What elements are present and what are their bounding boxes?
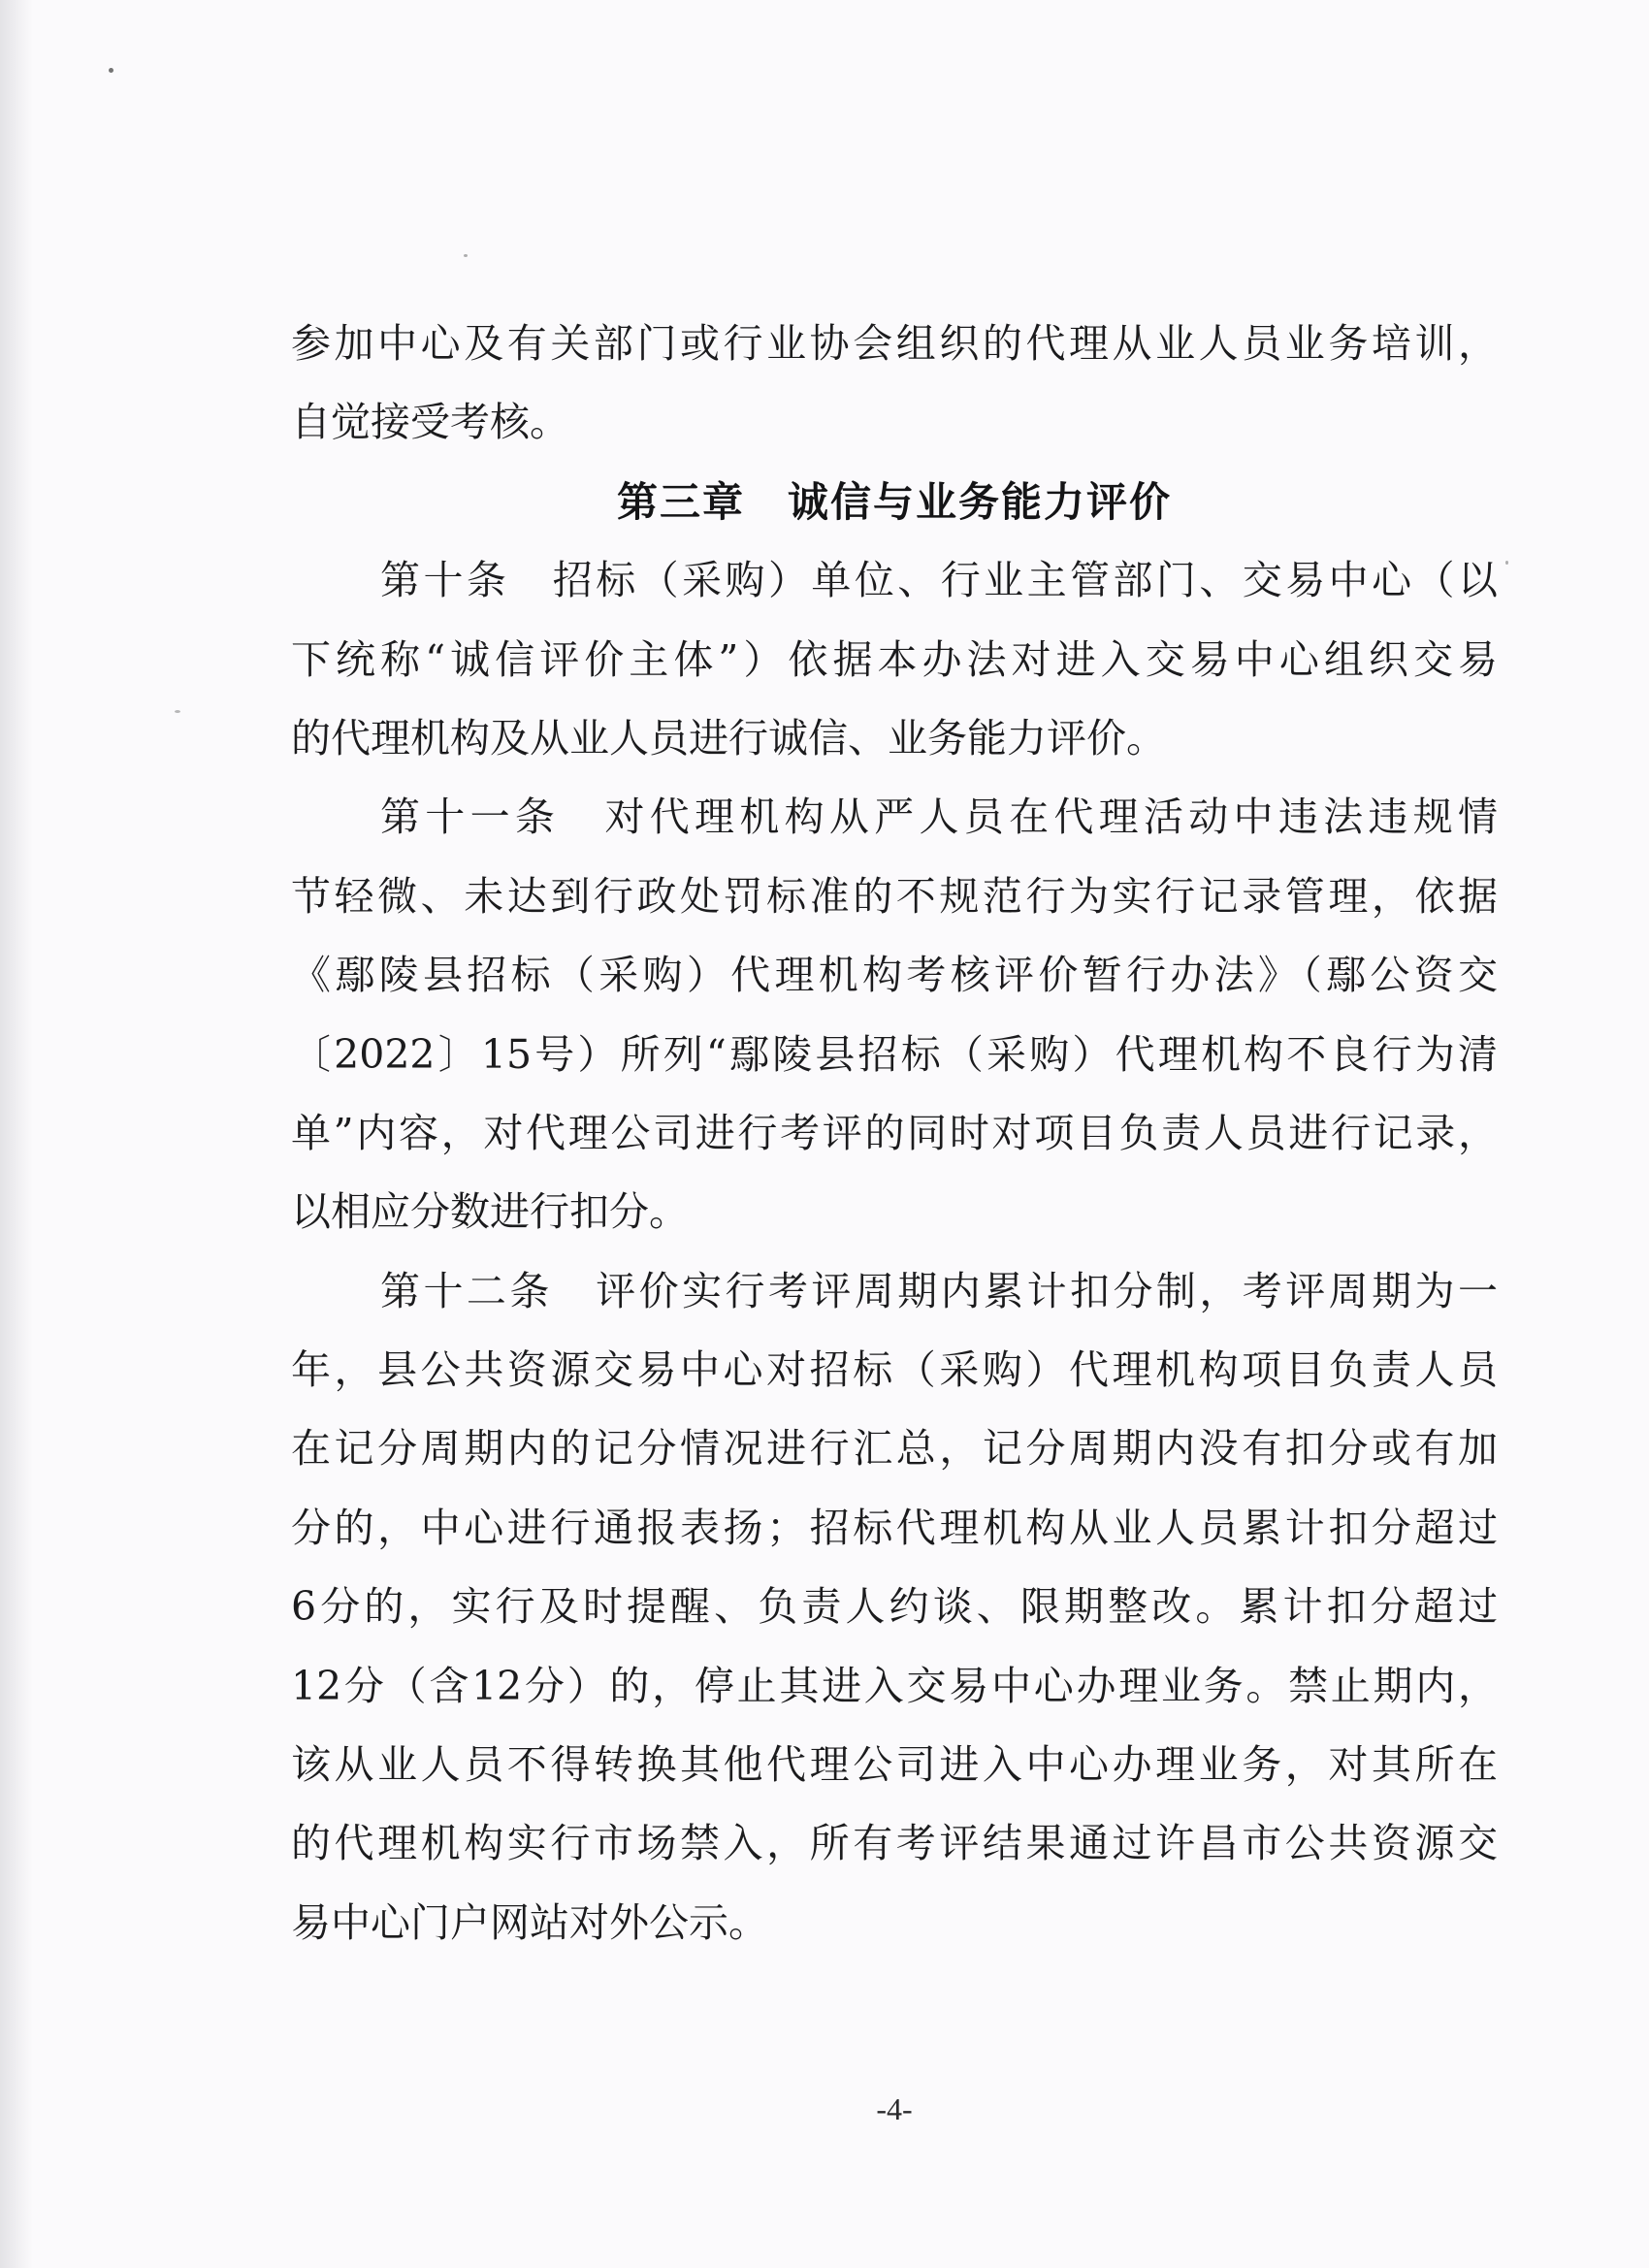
scan-speck: [464, 254, 468, 257]
article-12-line: 第十二条 评价实行考评周期内累计扣分制，考评周期为一: [380, 1267, 1498, 1314]
article-10-line: 第十条 招标（采购）单位、行业主管部门、交易中心（以: [380, 557, 1498, 604]
article-12-line: 12分（含12分）的，停止其进入交易中心办理业务。禁止期内，: [291, 1662, 1498, 1709]
paragraph-line: 自觉接受考核。: [291, 399, 569, 446]
article-12-line: 易中心门户网站对外公示。: [291, 1898, 768, 1946]
paragraph-line: 参加中心及有关部门或行业协会组织的代理从业人员业务培训，: [291, 320, 1498, 367]
article-12-line: 的代理机构实行市场禁入，所有考评结果通过许昌市公共资源交: [291, 1820, 1498, 1867]
chapter-heading: 第三章 诚信与业务能力评价: [616, 477, 1172, 526]
article-11-line: 〔2022〕15号）所列“鄢陵县招标（采购）代理机构不良行为清: [291, 1030, 1498, 1078]
article-10-line: 下统称“诚信评价主体”）依据本办法对进入交易中心组织交易: [291, 635, 1498, 683]
article-10-line: 的代理机构及从业人员进行诚信、业务能力评价。: [291, 714, 1166, 761]
article-11-line: 第十一条 对代理机构从严人员在代理活动中违法违规情: [380, 794, 1498, 841]
article-11-line: 《鄢陵县招标（采购）代理机构考核评价暂行办法》（鄢公资交: [291, 952, 1498, 999]
article-12-line: 分的，中心进行通报表扬；招标代理机构从业人员累计扣分超过: [291, 1504, 1498, 1551]
page-number: -4-: [876, 2091, 913, 2126]
body-text: [291, 305, 1498, 1962]
article-12-line: 该从业人员不得转换其他代理公司进入中心办理业务，对其所在: [291, 1741, 1498, 1789]
scan-edge-shadow: [0, 0, 33, 2268]
scan-speck: [175, 710, 180, 713]
article-12-line: 年，县公共资源交易中心对招标（采购）代理机构项目负责人员: [291, 1346, 1498, 1394]
article-11-line: 单”内容，对代理公司进行考评的同时对项目负责人员进行记录，: [291, 1109, 1498, 1156]
scan-speck: [109, 68, 113, 73]
article-11-line: 节轻微、未达到行政处罚标准的不规范行为实行记录管理，依据: [291, 872, 1498, 920]
scan-speck: [1505, 561, 1508, 565]
article-12-line: 6分的，实行及时提醒、负责人约谈、限期整改。累计扣分超过: [291, 1583, 1498, 1631]
article-11-line: 以相应分数进行扣分。: [291, 1188, 689, 1236]
article-12-line: 在记分周期内的记分情况进行汇总，记分周期内没有扣分或有加: [291, 1425, 1498, 1473]
